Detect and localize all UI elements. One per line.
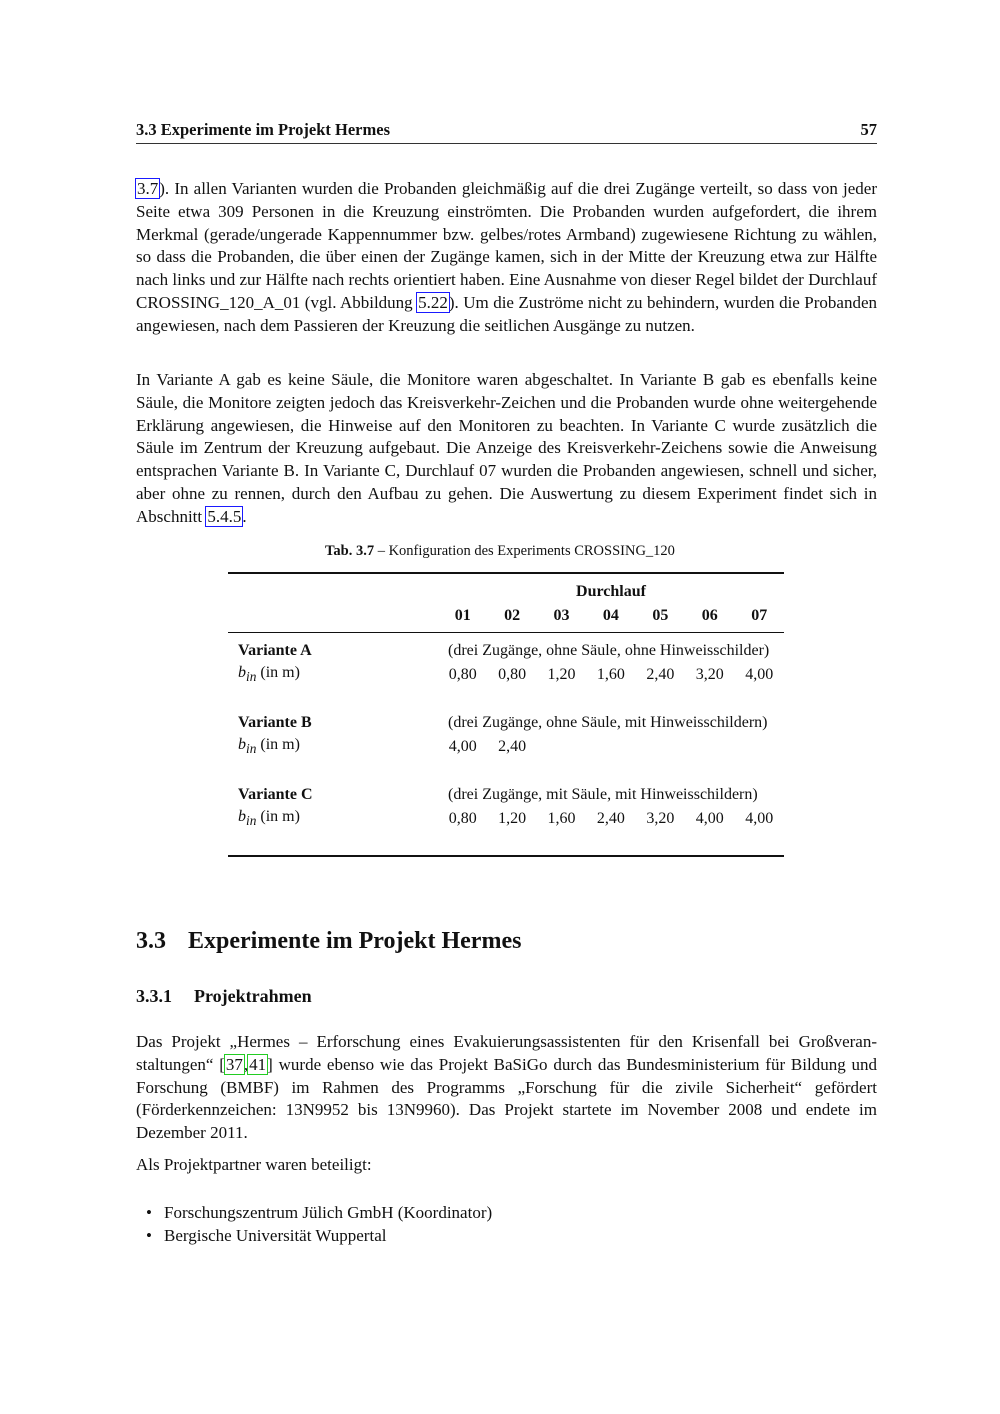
column-header: 07: [751, 607, 768, 624]
variant-name: Variante C: [238, 786, 313, 803]
variant-row: [228, 711, 784, 735]
table-cell: 2,40: [498, 738, 527, 755]
row-label: $b_{in}$ (in m): [238, 664, 300, 685]
caption-text: – Konfiguration des Experiments CROSSING_120: [374, 543, 675, 559]
text: ] wurde ebenso wie das Projekt BaSiGo durch das Bundesministerium für Bildung und Forschung (BMBF) im Rahmen des Programms „Forschung für die zivile Sicherheit“ gefördert (Förderkennzeichen: 13N9952 bis 13N9960). Das Projekt startete im November 2008 und endete im Dezember 2011.: [136, 1054, 878, 1143]
list-item: • Forschungszentrum Jülich GmbH (Koordinator): [164, 1202, 877, 1225]
text: .: [242, 506, 247, 526]
table-cell: 0,80: [448, 810, 477, 827]
group-header: Durchlauf: [576, 583, 646, 600]
table-cell: 3,20: [695, 666, 724, 683]
table-caption: [0, 543, 1000, 560]
list-item: • Bergische Universität Wuppertal: [164, 1225, 877, 1248]
column-header: 03: [553, 607, 570, 624]
table-cell: 1,60: [547, 810, 576, 827]
ref-link-table[interactable]: 3.7: [137, 179, 159, 198]
table-row: [228, 807, 784, 831]
variant-description: (drei Zugänge, ohne Säule, mit Hinweisschildern): [448, 714, 768, 731]
subsection-heading: 3.3.1 Projektrahmen: [136, 986, 312, 1006]
table-cell: 1,20: [498, 810, 527, 827]
table-cell: 3,20: [646, 810, 675, 827]
text: In Variante A gab es keine Säule, die Monitore waren abgeschaltet. In Variante B gab es ebenfalls keine Säule, die Monitore zeigten jedoch das Kreisverkehr-Zeichen und die Probanden wurde ohne weitergehende Erklärung angewiesen, die Hinweise auf den Monitoren zu beachten. In Variante C wurde zusätzlich die Säule im Zentrum der Kreuzung aufgebaut. Die Anzeige des Kreisverkehr-Zeichens sowie die Anweisung entsprachen Variante B. In Variante C, Durchlauf 07 wurden die Probanden angewiesen, schnell und sicher, aber ohne zu rennen, durch den Aufbau zu gehen. Die Auswertung zu diesem Experiment findet sich in Abschnitt: [136, 370, 877, 526]
table-cell: 0,80: [498, 666, 527, 683]
table-cell: [586, 735, 635, 759]
partner-list: [136, 1202, 877, 1248]
citation-link[interactable]: 41: [249, 1054, 267, 1074]
config-table: [228, 572, 784, 857]
ref-link-section[interactable]: 5.4.5: [207, 506, 242, 526]
table-cell: [685, 735, 734, 759]
table-row: [228, 663, 784, 687]
table-cell: 4,00: [745, 810, 774, 827]
table-cell: 2,40: [596, 810, 625, 827]
paragraph-2: [136, 369, 877, 529]
column-header: 01: [454, 607, 471, 624]
row-label: $b_{in}$ (in m): [238, 808, 300, 829]
table-cell: 4,00: [695, 810, 724, 827]
column-header: 05: [652, 607, 669, 624]
table-cell: 4,00: [448, 738, 477, 755]
caption-label: Tab. 3.7: [325, 543, 375, 559]
variant-name: Variante B: [238, 714, 312, 731]
variant-description: (drei Zugänge, ohne Säule, ohne Hinweisschilder): [448, 642, 770, 659]
text: Das Projekt „Hermes – Erforschung eines Evakuierungsassistenten für den Krisenfall bei Großveranstaltungen“ [: [136, 1032, 877, 1074]
table-cell: [734, 735, 784, 759]
section-heading: 3.3 Experimente im Projekt Hermes: [136, 928, 522, 954]
table-cell: 4,00: [745, 666, 774, 683]
column-header: 02: [504, 607, 521, 624]
table-cell: 0,80: [448, 666, 477, 683]
page-number: 57: [860, 120, 877, 139]
table-cell: [636, 735, 685, 759]
text: ). In allen Varianten wurden die Probanden gleichmäßig auf die drei Zugänge verteilt, so dass von jeder Seite etwa 309 Personen in die Kreuzung einströmten. Die Probanden wurden aufgefordert, die ihrem Merkmal (gerade/ungerade Kappennummer bzw. gelbes/rotes Armband) zugewiesene Richtung zu wählen, so dass die Probanden, die über einen der Zugänge kamen, sich in der Mitte der Kreuzung etwa zur Hälfte nach links und zur Hälfte nach rechts orientiert haben. Eine Ausnahme von dieser Regel bildet der Durchlauf CROSSING_120_A_01 (vgl. Abbildung: [136, 179, 877, 312]
table-row: [228, 735, 784, 759]
table-cell: 1,60: [596, 666, 625, 683]
column-header: 04: [602, 607, 619, 624]
paragraph-1: [136, 178, 877, 338]
variant-name: Variante A: [238, 642, 312, 659]
variant-row: [228, 639, 784, 663]
ref-link-figure[interactable]: 5.22: [418, 292, 448, 312]
text: ). Um die Zuströme nicht zu behindern, wurden die Probanden angewiesen, nach dem Passieren der Kreuzung die seitlichen Ausgänge zu nutzen.: [136, 292, 877, 335]
table-cell: [537, 735, 586, 759]
column-header: 06: [701, 607, 718, 624]
table-cell: 1,20: [547, 666, 576, 683]
paragraph-3: Das Projekt „Hermes – Erforschung eines Evakuierungsassistenten für den Krisenfall bei Großveranstaltungen“ [37,41] wurde ebenso wie das Projekt BaSiGo durch das Bundesministerium für Bildung und Forschung (BMBF) im Rahmen des Programms „Forschung für die zivile Sicherheit“ gefördert (Förderkennzeichen: 13N9952 bis 13N9960). Das Projekt startete im November 2008 und endete im Dezember 2011.: [136, 1032, 878, 1143]
paragraph-4: Als Projektpartner waren beteiligt:: [136, 1155, 372, 1174]
row-label: $b_{in}$ (in m): [238, 736, 300, 757]
header-section: 3.3 Experimente im Projekt Hermes: [136, 120, 390, 139]
citation-link[interactable]: 37: [225, 1054, 243, 1074]
running-header: [136, 120, 877, 144]
variant-description: (drei Zugänge, mit Säule, mit Hinweisschildern): [448, 786, 758, 803]
variant-row: [228, 783, 784, 807]
table-cell: 2,40: [646, 666, 675, 683]
